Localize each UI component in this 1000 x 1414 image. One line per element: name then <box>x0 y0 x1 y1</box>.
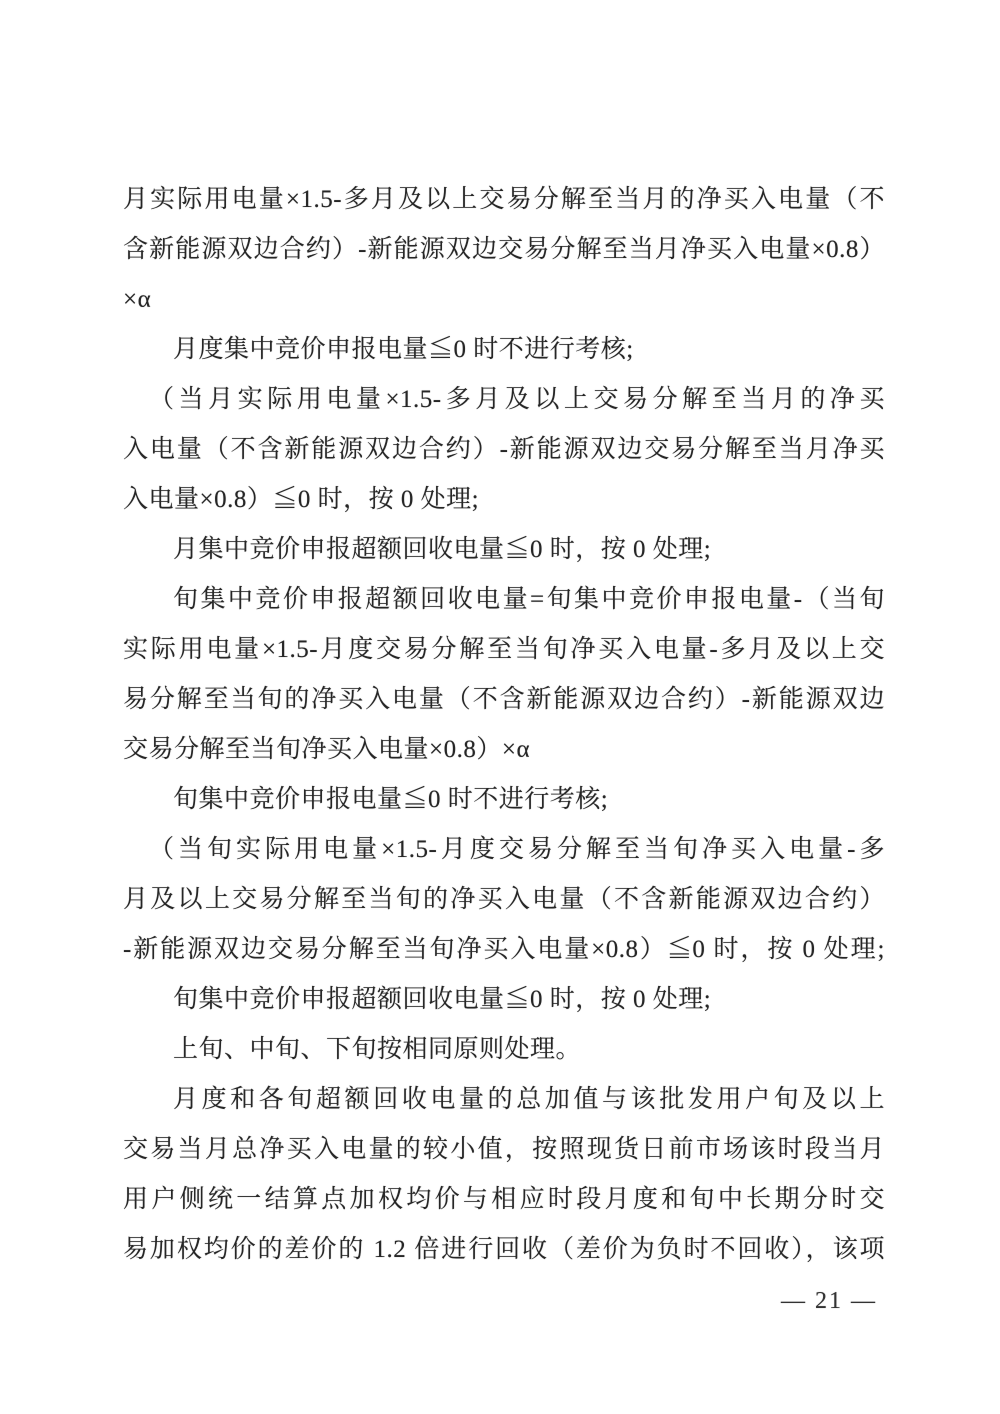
text-line: （当月实际用电量×1.5-多月及以上交易分解至当月的净买 <box>149 386 885 413</box>
text-line: 旬集中竞价申报电量≦0 时不进行考核; <box>173 786 609 813</box>
text-line: 易分解至当旬的净买入电量（不含新能源双边合约）-新能源双边 <box>123 686 885 713</box>
text-line: （当旬实际用电量×1.5-月度交易分解至当旬净买入电量-多 <box>149 836 885 863</box>
text-line: 旬集中竞价申报超额回收电量=旬集中竞价申报电量-（当旬 <box>173 586 885 613</box>
text-line: 易加权均价的差价的 1.2 倍进行回收（差价为负时不回收），该项 <box>123 1236 885 1263</box>
text-line: 入电量×0.8）≦0 时，按 0 处理; <box>123 486 480 513</box>
page-number: — 21 — <box>781 1288 877 1314</box>
text-line: 月实际用电量×1.5-多月及以上交易分解至当月的净买入电量（不 <box>123 186 885 213</box>
text-line: 用户侧统一结算点加权均价与相应时段月度和旬中长期分时交 <box>123 1186 885 1213</box>
text-line: -新能源双边交易分解至当旬净买入电量×0.8）≦0 时，按 0 处理; <box>123 936 885 963</box>
text-line: 月集中竞价申报超额回收电量≦0 时，按 0 处理; <box>173 536 712 563</box>
text-line: 交易分解至当旬净买入电量×0.8）×α <box>123 736 531 763</box>
text-line: 实际用电量×1.5-月度交易分解至当旬净买入电量-多月及以上交 <box>123 636 885 663</box>
text-line: 入电量（不含新能源双边合约）-新能源双边交易分解至当月净买 <box>123 436 885 463</box>
text-line: 交易当月总净买入电量的较小值，按照现货日前市场该时段当月 <box>123 1136 885 1163</box>
text-line: 月度和各旬超额回收电量的总加值与该批发用户旬及以上 <box>173 1086 885 1113</box>
text-line: 月度集中竞价申报电量≦0 时不进行考核; <box>173 336 634 363</box>
text-line: 上旬、中旬、下旬按相同原则处理。 <box>173 1036 582 1063</box>
text-line: 月及以上交易分解至当旬的净买入电量（不含新能源双边合约） <box>123 886 885 913</box>
document-body <box>123 175 885 1275</box>
text-line: ×α <box>123 286 152 313</box>
text-line: 含新能源双边合约）-新能源双边交易分解至当月净买入电量×0.8） <box>123 236 885 263</box>
text-line: 旬集中竞价申报超额回收电量≦0 时，按 0 处理; <box>173 986 712 1013</box>
